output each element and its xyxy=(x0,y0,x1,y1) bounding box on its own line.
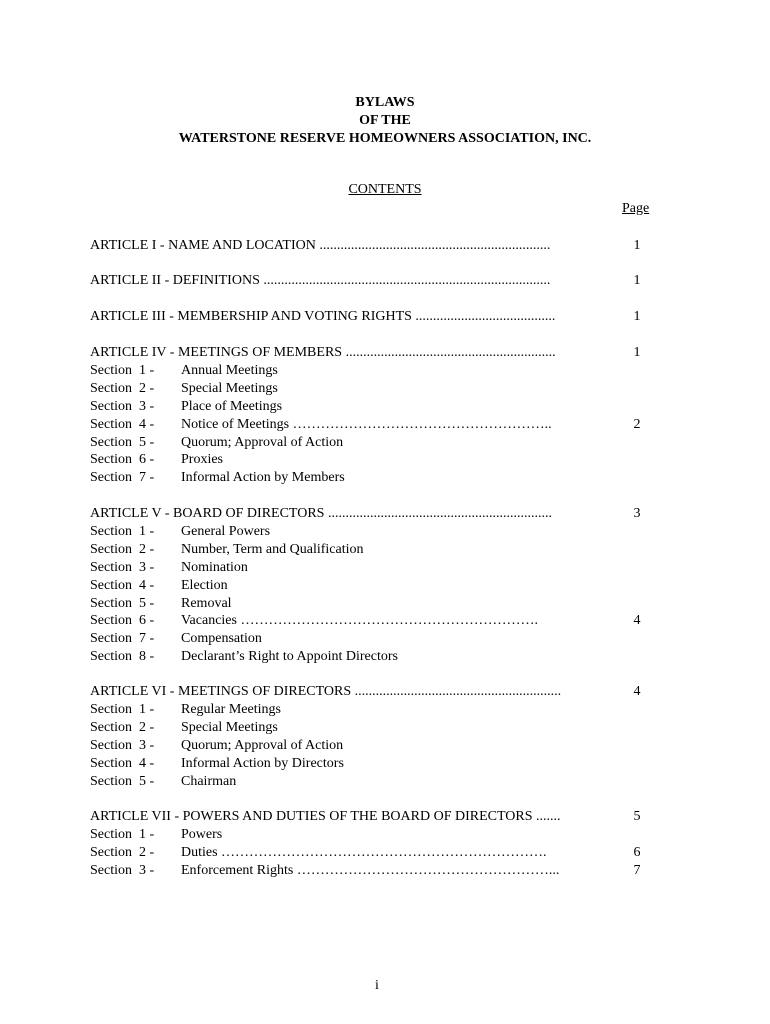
toc-section-title: Special Meetings xyxy=(181,719,278,735)
page-number-footer: i xyxy=(375,978,379,993)
toc-section-title: Election xyxy=(181,577,228,593)
toc-article-title: ARTICLE III - MEMBERSHIP AND VOTING RIGHTS ........................................ xyxy=(90,309,556,324)
toc-article-title: ARTICLE V - BOARD OF DIRECTORS ................................................................ xyxy=(90,506,552,521)
toc-article-title: ARTICLE II - DEFINITIONS .................................................................................. xyxy=(90,273,551,288)
toc-section-title: Place of Meetings xyxy=(181,398,283,414)
toc-article-page-number: 5 xyxy=(633,809,641,824)
toc-article-title: ARTICLE VI - MEETINGS OF DIRECTORS ........................................................... xyxy=(90,684,562,699)
toc-article-page-number: 1 xyxy=(633,238,641,253)
toc-section-label: Section 2 - xyxy=(90,844,155,860)
toc-section-label: Section 4 - xyxy=(90,755,155,771)
toc-section-title: Quorum; Approval of Action xyxy=(181,737,344,753)
toc-section-title: Informal Action by Members xyxy=(181,470,345,486)
toc-article-title: ARTICLE IV - MEETINGS OF MEMBERS ............................................................ xyxy=(90,345,556,360)
toc-section-label: Section 4 - xyxy=(90,577,155,593)
toc-section-label: Section 2 - xyxy=(90,719,155,735)
toc-section-label: Section 7 - xyxy=(90,470,155,486)
toc-section-label: Section 3 - xyxy=(90,862,155,878)
toc-section-label: Section 4 - xyxy=(90,416,155,432)
toc-article-page-number: 3 xyxy=(633,506,641,521)
toc-section-title: Declarant’s Right to Appoint Directors xyxy=(181,649,398,665)
toc-article-page-number: 1 xyxy=(633,309,641,324)
toc-section-title: Removal xyxy=(181,595,232,611)
toc-section-label: Section 7 - xyxy=(90,631,155,647)
toc-section-title: Annual Meetings xyxy=(181,362,278,378)
toc-section-label: Section 5 - xyxy=(90,773,155,789)
toc-section-label: Section 2 - xyxy=(90,380,155,396)
toc-section-title: Proxies xyxy=(181,452,223,468)
page-column-heading: Page xyxy=(622,201,650,216)
toc-section-label: Section 3 - xyxy=(90,398,155,414)
toc-section-label: Section 3 - xyxy=(90,737,155,753)
toc-section-title: Chairman xyxy=(181,773,237,789)
toc-section-title: Vacancies ………………………………………………………. xyxy=(181,613,538,629)
toc-article-page-number: 4 xyxy=(633,684,641,699)
toc-section-title: Regular Meetings xyxy=(181,701,281,717)
toc-section-title: Special Meetings xyxy=(181,380,278,396)
toc-article-page-number: 1 xyxy=(633,345,641,360)
toc-section-label: Section 6 - xyxy=(90,452,155,468)
toc-section-label: Section 1 - xyxy=(90,826,155,842)
toc-section-title: Duties ……………………………………………………………. xyxy=(181,844,547,860)
toc-section-title: Nomination xyxy=(181,559,248,575)
toc-section-page-number: 7 xyxy=(633,862,641,878)
doc-title-line-2: OF THE xyxy=(359,113,411,128)
toc-section-title: General Powers xyxy=(181,523,271,539)
doc-title-line-1: BYLAWS xyxy=(355,95,415,110)
toc-section-title: Informal Action by Directors xyxy=(181,755,344,771)
toc-section-title: Enforcement Rights ………………………………………………... xyxy=(181,862,560,878)
toc-section-label: Section 2 - xyxy=(90,541,155,557)
toc-section-title: Powers xyxy=(181,826,223,842)
toc-section-label: Section 1 - xyxy=(90,523,155,539)
toc-section-page-number: 2 xyxy=(633,416,641,432)
toc-section-title: Notice of Meetings ……………………………………………….. xyxy=(181,416,552,432)
toc-section-label: Section 5 - xyxy=(90,434,155,450)
toc-section-title: Compensation xyxy=(181,631,262,647)
toc-section-title: Quorum; Approval of Action xyxy=(181,434,344,450)
toc-article-title: ARTICLE I - NAME AND LOCATION .................................................................. xyxy=(90,238,551,253)
toc-section-page-number: 6 xyxy=(633,844,641,860)
toc-section-label: Section 1 - xyxy=(90,362,155,378)
toc-article-title: ARTICLE VII - POWERS AND DUTIES OF THE BOARD OF DIRECTORS ....... xyxy=(90,809,561,824)
toc-section-label: Section 3 - xyxy=(90,559,155,575)
toc-section-label: Section 5 - xyxy=(90,595,155,611)
toc-section-page-number: 4 xyxy=(633,613,641,629)
contents-heading: CONTENTS xyxy=(348,182,422,197)
toc-section-title: Number, Term and Qualification xyxy=(181,541,364,557)
toc-section-label: Section 8 - xyxy=(90,649,155,665)
toc-article-page-number: 1 xyxy=(633,273,641,288)
doc-title-line-3: WATERSTONE RESERVE HOMEOWNERS ASSOCIATION, INC. xyxy=(178,131,592,146)
toc-section-label: Section 1 - xyxy=(90,701,155,717)
toc-section-label: Section 6 - xyxy=(90,613,155,629)
